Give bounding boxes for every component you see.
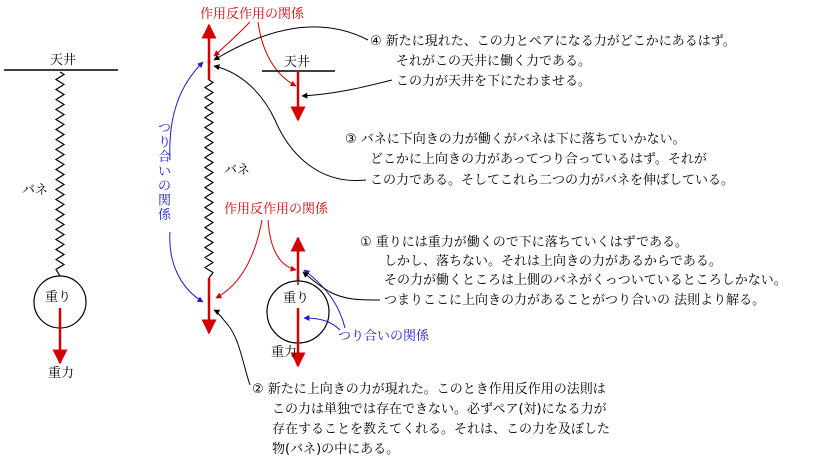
note1-line1: ① 重りには重力が働くので下に落ちていくはずである。 <box>360 235 689 250</box>
action-reaction-mid-label: 作用反作用の関係 <box>224 202 329 217</box>
note2-line1: ② 新たに上向きの力が現れた。このとき作用反作用の法則は <box>252 382 606 397</box>
left-gravity-label: 重力 <box>48 366 75 381</box>
right-weight-label: 重り <box>283 291 310 306</box>
right-gravity-label: 重力 <box>271 345 298 360</box>
left-spring-label: バネ <box>22 183 49 198</box>
left-ceiling-label: 天井 <box>50 53 77 68</box>
note1-line2: しかし、落ちない。それは上向きの力があるからである。 <box>384 254 722 269</box>
left-weight-label: 重り <box>45 290 72 305</box>
note3-line3: この力である。そしてこれら二つの力がバネを伸ばしている。 <box>370 173 735 188</box>
small-ceiling-figure <box>262 54 335 120</box>
note3-line1: ③ バネに下向きの力が働くがバネは下に落ちていかない。 <box>345 132 686 147</box>
note2-line4: 物(バネ)の中にある。 <box>272 442 400 457</box>
right-balance-label: つり合いの関係 <box>338 329 430 344</box>
note3-line2: どこかに上向きの力があってつり合っているはず。それが <box>370 152 707 167</box>
balance-brace-top <box>170 62 203 160</box>
balance-vertical-char: り <box>158 135 172 151</box>
small-ceiling-label: 天井 <box>284 55 311 70</box>
left-figure <box>4 52 118 381</box>
note4-line2: それがこの天井に働く力である。 <box>396 54 592 69</box>
note4-line1: ④ 新たに現れた、この力とペアになる力がどこかにあるはず。 <box>370 34 736 49</box>
ar-mid-link-right <box>268 220 296 270</box>
note4-line3: この力が天井を下にたわませる。 <box>396 74 592 89</box>
center-spring <box>205 80 213 278</box>
note2-pointer <box>214 310 250 385</box>
balance-vertical-char: つ <box>158 121 172 136</box>
note-1 <box>303 234 787 308</box>
balance-vertical-char: い <box>158 164 172 180</box>
note1-line4: つまりここに上向きの力があることがつり合いの 法則より解る。 <box>384 293 766 308</box>
note2-line2: この力は単独では存在できない。必ずペア(対)になる力が <box>272 402 607 417</box>
balance-brace-bottom <box>170 232 203 302</box>
balance-vertical-char: 係 <box>158 208 172 223</box>
balance-vertical-char: の <box>158 179 172 194</box>
action-reaction-top-label: 作用反作用の関係 <box>200 7 305 22</box>
note2-line3: 存在することを教えてくれる。それは、この力を及ぼした <box>272 422 611 437</box>
ar-mid-link-left <box>216 220 262 298</box>
ar-top-link-left <box>214 22 250 56</box>
balance-vertical-char: 関 <box>158 193 172 209</box>
balance-vertical-char: 合 <box>158 150 172 165</box>
note1-line3: その力が働くところは上側のバネがくっついているところしかない。 <box>384 273 787 288</box>
note4-pointer-ceiling <box>302 80 392 96</box>
left-spring <box>56 72 64 276</box>
center-spring-label: バネ <box>224 163 251 178</box>
